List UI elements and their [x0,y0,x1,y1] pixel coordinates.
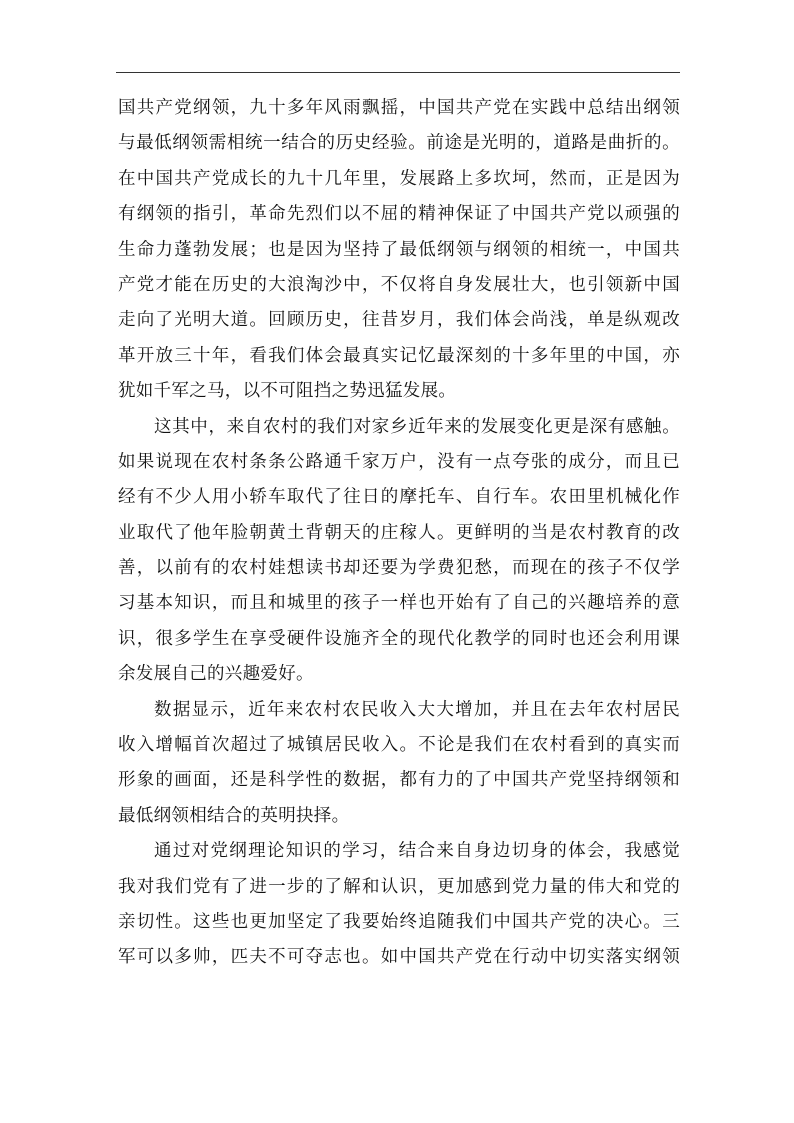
paragraph-3-line-2: 收入增幅首次超过了城镇居民收入。不论是我们在农村看到的真实而 [118,735,680,756]
paragraph-1-line-9: 犹如千军之马，以不可阻挡之势迅猛发展。 [118,381,457,402]
paragraph-3-line-4: 最低纲领相结合的英明抉择。 [118,805,350,826]
paragraph-2-line-6: 习基本知识，而且和城里的孩子一样也开始有了自己的兴趣培养的意 [118,593,680,614]
paragraph-1-line-7: 走向了光明大道。回顾历史，往昔岁月，我们体会尚浅，单是纵观改 [118,310,680,331]
paragraph-4-line-1: 通过对党纲理论知识的学习，结合来自身边切身的体会，我感觉 [154,841,680,862]
paragraph-2-line-2: 如果说现在农村条条公路通千家万户，没有一点夸张的成分，而且已 [118,451,680,472]
paragraph-1-line-2: 与最低纲领需相统一结合的历史经验。前途是光明的，道路是曲折的。 [118,133,680,154]
document-body [118,91,680,976]
paragraph-2-line-5: 善，以前有的农村娃想读书却还要为学费犯愁，而现在的孩子不仅学 [118,558,680,579]
paragraph-4-line-4: 军可以多帅，匹夫不可夺志也。如中国共产党在行动中切实落实纲领 [118,947,680,968]
paragraph-4 [118,834,680,976]
header-rule [116,72,680,73]
paragraph-1-line-4: 有纲领的指引，革命先烈们以不屈的精神保证了中国共产党以顽强的 [118,204,680,225]
paragraph-1-line-5: 生命力蓬勃发展；也是因为坚持了最低纲领与纲领的相统一，中国共 [118,239,680,260]
paragraph-4-line-2: 我对我们党有了进一步的了解和认识，更加感到党力量的伟大和党的 [118,876,680,897]
paragraph-2-line-8: 余发展自己的兴趣爱好。 [118,664,314,685]
paragraph-2-line-4: 业取代了他年脸朝黄土背朝天的庄稼人。更鲜明的当是农村教育的改 [118,522,680,543]
paragraph-1-line-1: 国共产党纲领，九十多年风雨飘摇，中国共产党在实践中总结出纲领 [118,98,680,118]
paragraph-1-line-3: 在中国共产党成长的九十几年里，发展路上多坎坷，然而，正是因为 [118,168,680,189]
paragraph-1-line-8: 革开放三十年，看我们体会最真实记忆最深刻的十多年里的中国，亦 [118,345,680,366]
paragraph-4-line-3: 亲切性。这些也更加坚定了我要始终追随我们中国共产党的决心。三 [118,911,680,932]
paragraph-2-line-1: 这其中，来自农村的我们对家乡近年来的发展变化更是深有感触。 [154,416,680,437]
paragraph-1 [118,91,680,410]
paragraph-2-line-7: 识，很多学生在享受硬件设施齐全的现代化教学的同时也还会利用课 [118,628,680,649]
paragraph-2 [118,410,680,693]
paragraph-3-line-1: 数据显示，近年来农村农民收入大大增加，并且在去年农村居民 [154,699,680,720]
paragraph-1-line-6: 产党才能在历史的大浪淘沙中，不仅将自身发展壮大，也引领新中国 [118,274,680,295]
paragraph-2-line-3: 经有不少人用小轿车取代了往日的摩托车、自行车。农田里机械化作 [118,487,680,508]
paragraph-3 [118,693,680,835]
paragraph-3-line-3: 形象的画面，还是科学性的数据，都有力的了中国共产党坚持纲领和 [118,770,680,791]
